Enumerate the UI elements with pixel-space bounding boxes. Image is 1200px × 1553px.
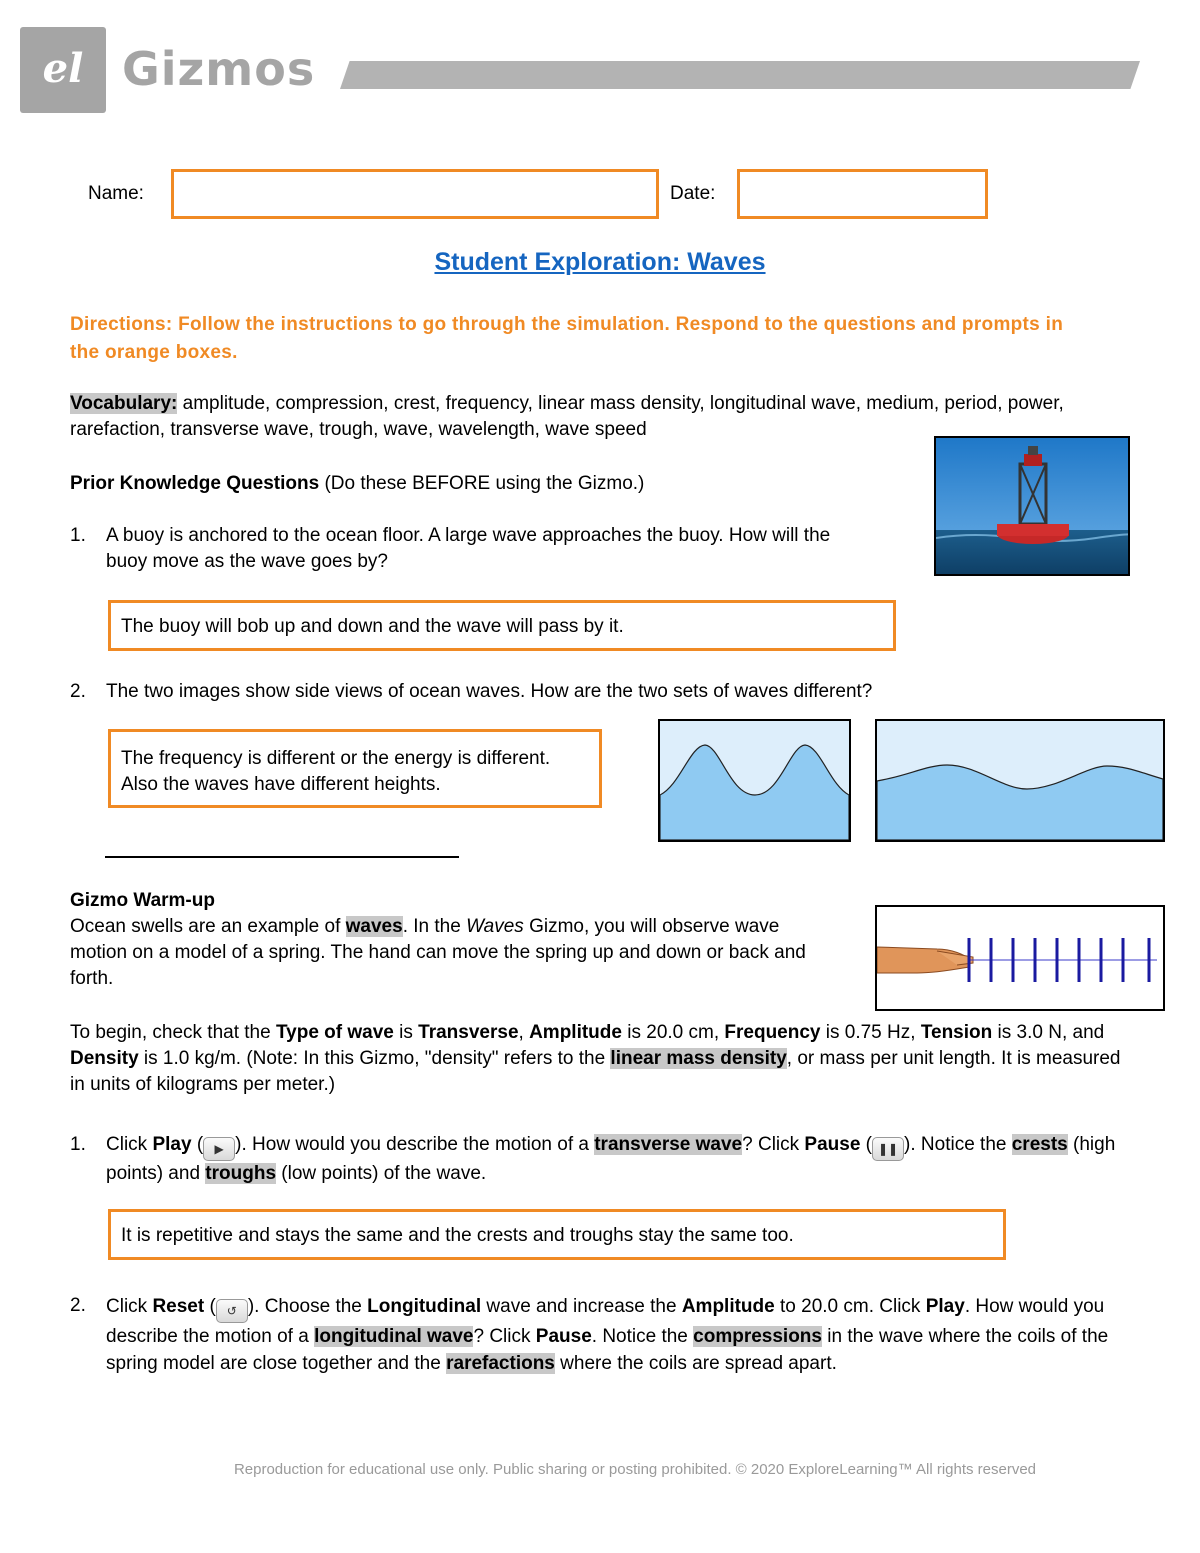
pk-answer-2[interactable]: The frequency is different or the energy is different. Also the waves have different heights. — [108, 729, 602, 808]
wu-answer-1[interactable]: It is repetitive and stays the same and the crests and troughs stay the same too. — [108, 1209, 1006, 1260]
pk-q2-number: 2. — [70, 681, 86, 702]
header-bar — [340, 61, 1140, 89]
wave-image-tall — [658, 719, 851, 842]
buoy-photo — [936, 438, 1128, 574]
directions-text: Directions: Follow the instructions to go through the simulation. Respond to the questions and prompts in the orange boxes. — [70, 314, 1064, 363]
vocabulary-terms: amplitude, compression, crest, frequency, linear mass density, longitudinal wave, medium, period, power, rarefaction, transverse wave, trough, wave, wavelength, wave speed — [70, 393, 1064, 440]
wu-q2-number: 2. — [70, 1295, 86, 1316]
name-field[interactable] — [171, 169, 659, 219]
gizmos-brand: Gizmos — [122, 42, 316, 96]
date-field[interactable] — [737, 169, 988, 219]
spring-image — [875, 905, 1165, 1011]
wu-q1-number: 1. — [70, 1134, 86, 1155]
wave-image-low — [875, 719, 1165, 842]
wu-q2-text: Click Reset ( ↺ ). Choose the Longitudinal wave and increase the Amplitude to 20.0 cm. Click Play. How would you describe the motion of a longitudinal wave? Click Pause. Notice the compressions in the wave where the coils of the spring model are close together and the rarefactions where the coils are spread apart. — [106, 1296, 1109, 1374]
pk-q1-text: A buoy is anchored to the ocean floor. A large wave approaches the buoy. How will the buoy move as the wave goes by? — [106, 525, 831, 572]
low-waves-drawing — [877, 721, 1163, 840]
answer-line — [105, 856, 459, 858]
page-title[interactable]: Student Exploration: Waves — [434, 248, 766, 276]
pk-q1-number: 1. — [70, 525, 86, 546]
date-label: Date: — [670, 183, 716, 204]
tall-waves-drawing — [660, 721, 849, 840]
warmup-intro: Ocean swells are an example of waves. In the Waves Gizmo, you will observe wave motion on a model of a spring. The hand can move the spring up and down or back and forth. — [70, 916, 806, 989]
prior-knowledge-heading: Prior Knowledge Questions (Do these BEFORE using the Gizmo.) — [70, 473, 645, 494]
play-icon[interactable]: ▶ — [203, 1137, 235, 1161]
hand-spring-drawing — [877, 907, 1163, 1009]
reset-icon[interactable]: ↺ — [216, 1299, 248, 1323]
vocabulary-label: Vocabulary: — [70, 393, 178, 414]
footer-copyright: Reproduction for educational use only. Public sharing or posting prohibited. © 2020 ExploreLearning™ All rights reserved — [233, 1461, 1037, 1478]
pk-q2-text: The two images show side views of ocean waves. How are the two sets of waves different? — [106, 681, 873, 702]
buoy-image — [934, 436, 1130, 576]
name-label: Name: — [88, 183, 144, 204]
warmup-heading: Gizmo Warm-up — [70, 890, 215, 911]
explorelearning-logo: el — [20, 27, 106, 113]
pause-icon[interactable]: ❚❚ — [872, 1137, 904, 1161]
pk-answer-1[interactable]: The buoy will bob up and down and the wave will pass by it. — [108, 600, 896, 651]
wu-q1-text: Click Play ( ▶ ). How would you describe the motion of a transverse wave? Click Pause ( ❚❚ ). Notice the crests (high points) and troughs (low points) of the wave. — [106, 1134, 1116, 1184]
warmup-settings: To begin, check that the Type of wave is Transverse, Amplitude is 20.0 cm, Frequency is 0.75 Hz, Tension is 3.0 N, and Density is 1.0 kg/m. (Note: In this Gizmo, "density" refers to the linear mass density, or mass per unit length. It is measured in units of kilograms per meter.) — [70, 1022, 1121, 1095]
